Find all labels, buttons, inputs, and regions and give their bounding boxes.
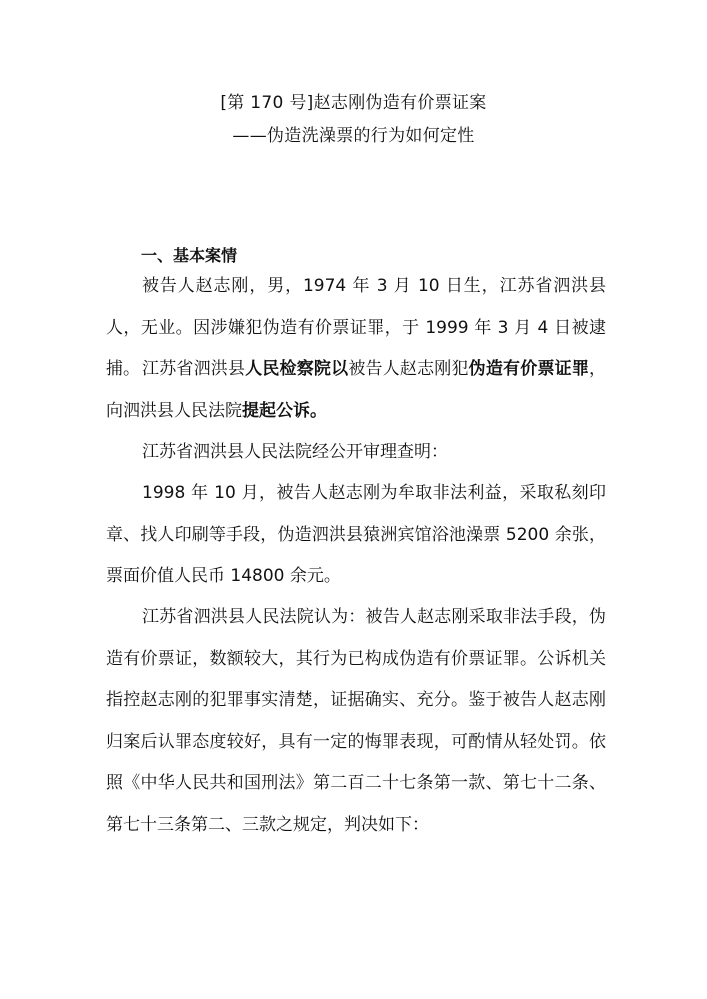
text-span: ，向泗洪县人民法院 xyxy=(106,359,607,421)
document-title: [第 170 号]赵志刚伪造有价票证案 xyxy=(220,93,487,113)
bold-text-procuratorate: 人民检察院以 xyxy=(245,359,349,379)
paragraph-trial-finding-intro: 江苏省泗洪县人民法院经公开审理查明： xyxy=(142,442,448,462)
document-subtitle: ——伪造洗澡票的行为如何定性 xyxy=(232,126,475,146)
bold-text-charge: 伪造有价票证罪 xyxy=(468,359,590,379)
bold-text-prosecute: 提起公诉。 xyxy=(242,400,327,421)
paragraph-court-opinion: 江苏省泗洪县人民法院认为：被告人赵志刚采取非法手段，伪造有价票证，数额较大，其行为已构成伪造有价票证罪。公诉机关指控赵志刚的犯罪事实清楚，证据确实、充分。鉴于被告人赵志刚归案后认罪态度较好，具有一定的悔罪表现，可酌情从轻处罚。依照《中华人民共和国刑法》第二百二十七条第一款、第七十二条、第七十三条第二、三款之规定，判决如下： xyxy=(106,607,606,835)
paragraph-prosecution xyxy=(106,349,606,432)
paragraph-facts: 1998 年 10 月，被告人赵志刚为牟取非法利益，采取私刻印章、找人印刷等手段，伪造泗洪县猿洲宾馆浴池澡票 5200 余张，票面价值人民币 14800 余元。 xyxy=(106,483,606,586)
section-heading: 一、基本案情 xyxy=(141,246,238,265)
paragraph-defendant-info: 被告人赵志刚，男，1974 年 3 月 10 日生，江苏省泗洪县人，无业。因涉嫌犯伪造有价票证罪，于 1999 年 3 月 4 日被逮捕。 xyxy=(106,276,606,379)
text-span: 江苏省泗洪县 xyxy=(142,359,246,379)
text-span: 被告人赵志刚犯 xyxy=(348,359,469,379)
